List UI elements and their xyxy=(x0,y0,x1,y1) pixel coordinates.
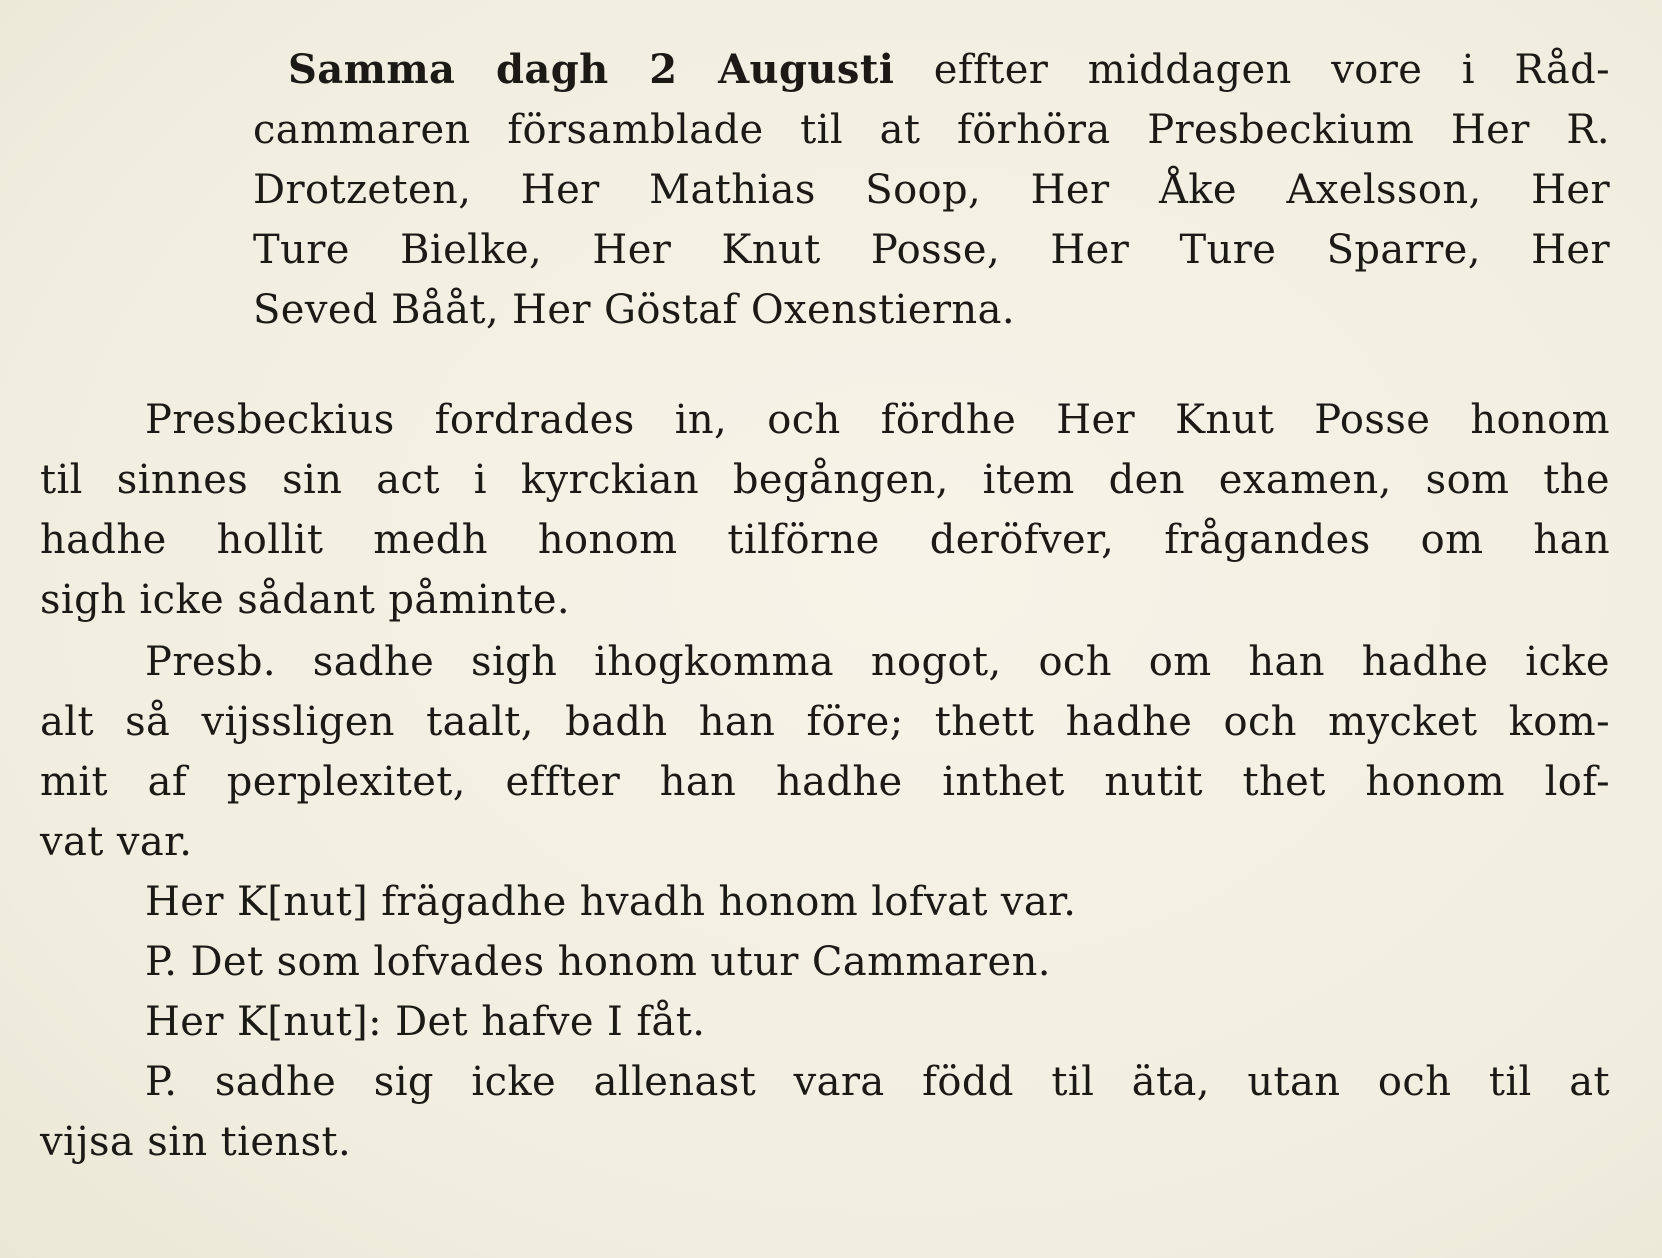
header-line-3: Drotzeten, Her Mathias Soop, Her Åke Axelsson, Her xyxy=(253,167,1610,213)
session-date-heading: Samma dagh 2 Augusti xyxy=(288,46,895,93)
header-line-1 xyxy=(288,44,1610,96)
paragraph-line: sigh icke sådant påminte. xyxy=(40,577,570,623)
paragraph-line: Her K[nut]: Det hafve I fåt. xyxy=(145,999,706,1045)
paragraph-line: mit af perplexitet, effter han hadhe inthet nutit thet honom lof- xyxy=(40,759,1610,805)
paragraph-line: Presbeckius fordrades in, och fördhe Her Knut Posse honom xyxy=(145,397,1610,443)
paragraph-line: Presb. sadhe sigh ihogkomma nogot, och om han hadhe icke xyxy=(145,639,1610,685)
paragraph-line: vat var. xyxy=(40,819,193,865)
header-line-2: cammaren församblade til at förhöra Presbeckium Her R. xyxy=(253,107,1610,153)
paragraph-line: P. sadhe sig icke allenast vara född til äta, utan och til at xyxy=(145,1059,1610,1105)
paragraph-line: vijsa sin tienst. xyxy=(40,1119,352,1165)
paragraph-line: Her K[nut] frägadhe hvadh honom lofvat var. xyxy=(145,879,1077,925)
header-line-5: Seved Bååt, Her Göstaf Oxenstierna. xyxy=(253,287,1015,333)
paragraph-line: til sinnes sin act i kyrckian begången, item den examen, som the xyxy=(40,457,1610,503)
paragraph-line: alt så vijssligen taalt, badh han före; thett hadhe och mycket kom- xyxy=(40,699,1610,745)
header-line-4: Ture Bielke, Her Knut Posse, Her Ture Sparre, Her xyxy=(253,227,1610,273)
header-line-1-rest: effter middagen vore i Råd- xyxy=(933,47,1610,93)
paragraph-line: hadhe hollit medh honom tilförne deröfver, frågandes om han xyxy=(40,517,1610,563)
paragraph-line: P. Det som lofvades honom utur Cammaren. xyxy=(145,939,1051,985)
